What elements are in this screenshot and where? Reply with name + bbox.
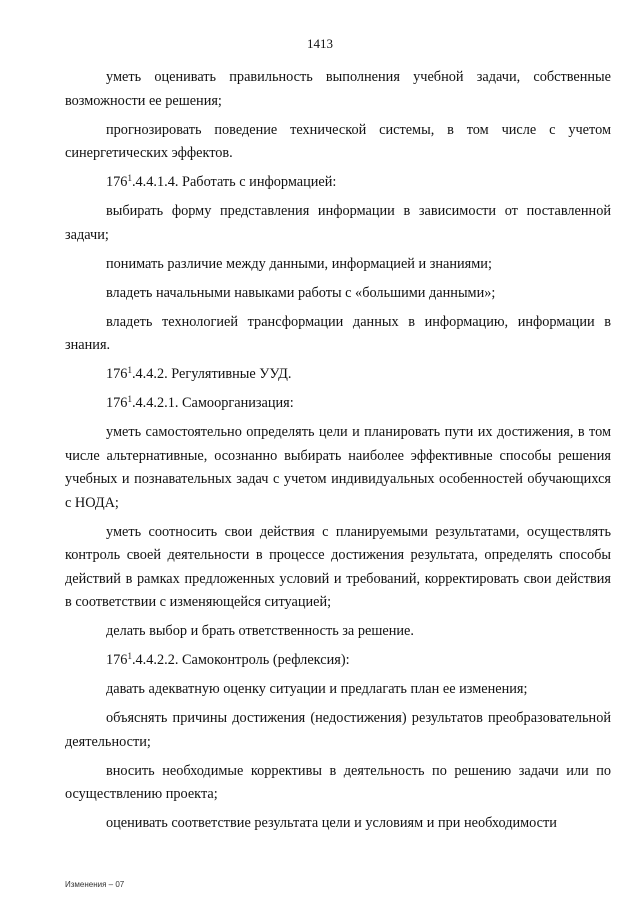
paragraph-text: делать выбор и брать ответственность за решение. [106,623,414,639]
paragraph-text: прогнозировать поведение технической системы, в том числе с учетом синергетических эффектов. [65,121,611,161]
paragraph [65,253,611,277]
paragraph-text: владеть технологией трансформации данных в информацию, информации в знания. [65,313,611,353]
paragraph-text: давать адекватную оценку ситуации и предлагать план ее изменения; [106,681,528,697]
section-heading-text: .4.4.1.4. Работать с информацией: [131,174,337,190]
paragraph [65,678,611,702]
paragraph-text: уметь самостоятельно определять цели и планировать пути их достижения, в том числе альтернативные, осознанно выбирать наиболее эффективные способы решения учебных и познавательных задач с учетом индивидуальных особенностей обучающихся с НОДА; [65,424,611,511]
section-heading [65,363,611,387]
paragraph [65,282,611,306]
revision-footer: Изменения – 07 [65,880,125,889]
paragraph-text: понимать различие между данными, информацией и знаниями; [106,255,492,272]
section-heading [65,171,611,195]
paragraph [65,521,611,615]
paragraph-text: объяснять причины достижения (недостижения) результатов преобразовательной деятельности; [65,710,611,750]
paragraph-text: вносить необходимые коррективы в деятельность по решению задачи или по осуществлению проекта; [65,762,611,802]
paragraph [65,620,611,644]
section-heading [65,392,611,416]
paragraph [65,421,611,515]
section-heading-text: .4.4.2.2. Самоконтроль (рефлексия): [131,652,350,668]
document-body [65,66,611,841]
section-heading-text: .4.4.2.1. Самоорганизация: [131,395,294,411]
section-number-prefix: 176 [106,366,128,382]
section-number-superscript: 1 [127,365,132,375]
paragraph [65,812,611,836]
page-number: 1413 [307,36,333,51]
paragraph-text: уметь соотносить свои действия с планируемыми результатами, осуществлять контроль своей деятельности в процессе достижения результата, определять способы действий в рамках предложенных условий и требований, корректировать свои действия в соответствии с изменяющейся ситуацией; [65,523,611,610]
paragraph [65,311,611,358]
section-heading-text: .4.4.2. Регулятивные УУД. [131,366,292,382]
paragraph-text: оценивать соответствие результата цели и условиям и при необходимости [106,815,557,831]
paragraph [65,66,611,113]
section-number-superscript: 1 [127,394,132,404]
paragraph-text: владеть начальными навыками работы с «большими данными»; [106,284,496,301]
section-number-prefix: 176 [106,395,128,411]
section-number-prefix: 176 [106,174,128,190]
paragraph-text: уметь оценивать правильность выполнения учебной задачи, собственные возможности ее решения; [65,69,611,109]
section-number-superscript: 1 [127,173,132,183]
paragraph [65,119,611,166]
paragraph [65,200,611,247]
paragraph [65,760,611,807]
section-number-superscript: 1 [127,651,132,661]
section-number-prefix: 176 [106,652,128,668]
paragraph [65,707,611,754]
section-heading [65,649,611,673]
paragraph-text: выбирать форму представления информации в зависимости от поставленной задачи; [65,203,611,243]
